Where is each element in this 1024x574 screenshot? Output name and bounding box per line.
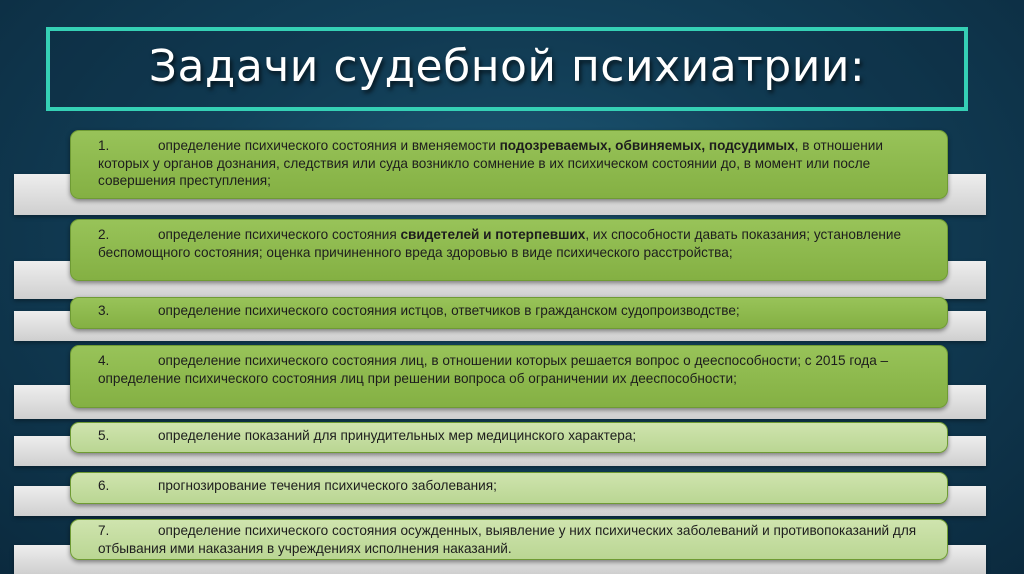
item-number: 4. [98,353,110,368]
item-box [70,130,948,199]
item-text: определение показаний для принудительных мер медицинского характера; [158,427,637,443]
item-number: 2. [98,227,110,242]
item-number: 3. [98,303,110,319]
item-box [70,297,948,329]
item-text: определение психического состояния истцов, ответчиков в гражданском судопроизводстве; [158,303,740,319]
item-number: 7. [98,523,110,538]
item-text: определение психического состояния лиц, в отношении которых решается вопрос о дееспособности; с 2015 года – определение психического состояния лиц при решении вопроса об ограничении их дееспособности; [98,353,889,386]
item-number: 1. [98,138,110,153]
item-text: определение психического состояния осужденных, выявление у них психических заболеваний и противопоказаний для отбывания ими наказания в учреждениях исполнения наказаний. [98,523,917,556]
item-text: определение психического состояния и вменяемости [158,138,500,153]
item-bold-text: подозреваемых, обвиняемых, подсудимых [499,138,795,153]
item-box [70,472,948,504]
item-bold-text: свидетелей и потерпевших [400,227,586,242]
item-number: 5. [98,427,110,443]
title-frame [46,27,968,111]
item-box [70,422,948,453]
item-box [70,519,948,560]
slide-title: Задачи судебной психиатрии: [148,41,866,92]
item-text: определение психического состояния [158,227,401,242]
item-number: 6. [98,478,110,494]
item-box [70,345,948,408]
item-text-cont: , их способности давать показания; установление беспомощного состояния; оценка причиненного вреда здоровью в виде психического расстройства; [98,227,902,260]
item-text-cont: , в отношении которых у органов дознания, следствия или суда возникло сомнение в их психическом состоянии до, в момент или после совершения преступления; [98,138,883,188]
item-box [70,219,948,281]
item-text: прогнозирование течения психического заболевания; [158,478,497,494]
